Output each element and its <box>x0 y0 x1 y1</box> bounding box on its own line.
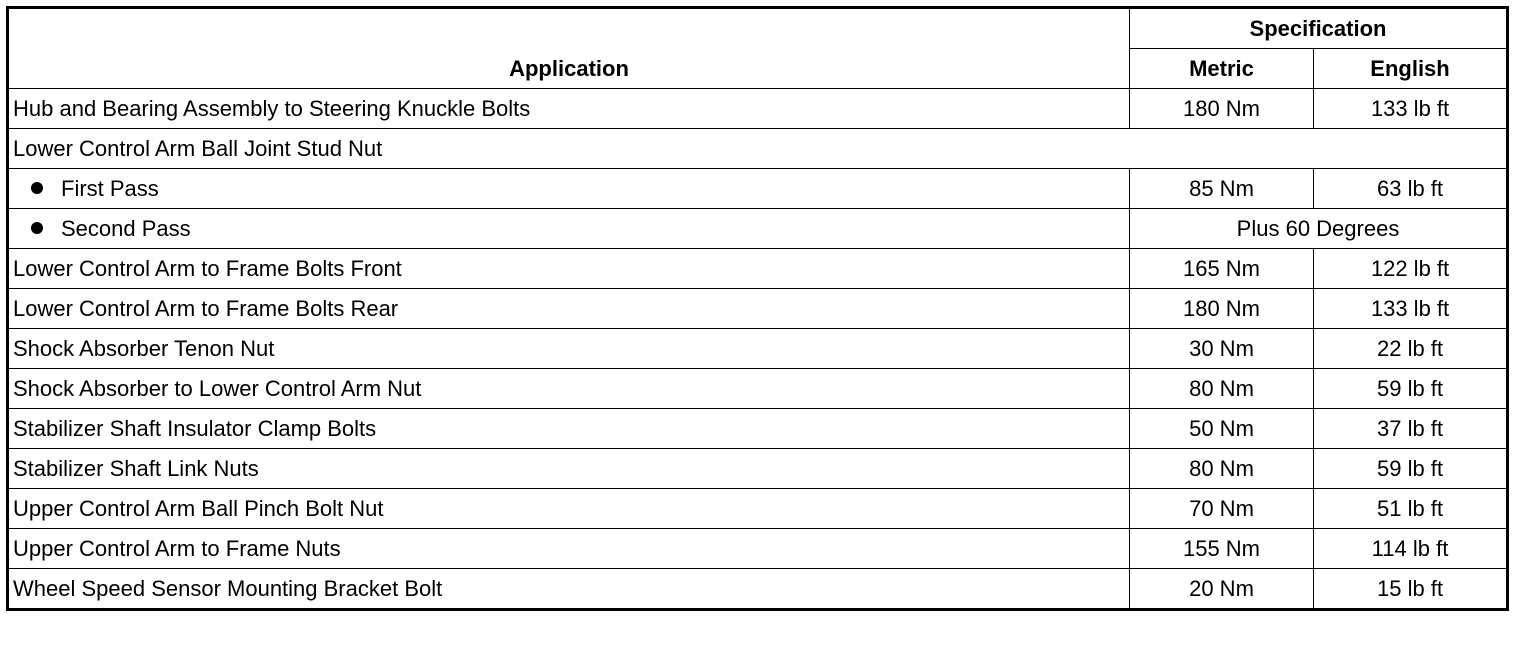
english-cell: 22 lb ft <box>1314 329 1508 369</box>
application-cell: Shock Absorber to Lower Control Arm Nut <box>8 369 1130 409</box>
application-cell <box>8 169 1130 209</box>
table-row <box>8 209 1508 249</box>
metric-cell: 20 Nm <box>1130 569 1314 610</box>
english-cell: 63 lb ft <box>1314 169 1508 209</box>
torque-specification-table <box>6 6 1509 611</box>
application-cell: Stabilizer Shaft Link Nuts <box>8 449 1130 489</box>
table-row <box>8 249 1508 289</box>
application-header: Application <box>8 8 1130 89</box>
table-row <box>8 289 1508 329</box>
table-row <box>8 329 1508 369</box>
english-cell: 59 lb ft <box>1314 449 1508 489</box>
table-row <box>8 409 1508 449</box>
table-row <box>8 569 1508 610</box>
metric-cell: 85 Nm <box>1130 169 1314 209</box>
english-header: English <box>1314 49 1508 89</box>
english-cell: 133 lb ft <box>1314 289 1508 329</box>
metric-cell: 165 Nm <box>1130 249 1314 289</box>
application-cell: Hub and Bearing Assembly to Steering Knuckle Bolts <box>8 89 1130 129</box>
application-cell: Wheel Speed Sensor Mounting Bracket Bolt <box>8 569 1130 610</box>
metric-cell: 155 Nm <box>1130 529 1314 569</box>
english-cell: 59 lb ft <box>1314 369 1508 409</box>
specification-cell: Plus 60 Degrees <box>1130 209 1508 249</box>
application-cell: Shock Absorber Tenon Nut <box>8 329 1130 369</box>
table-row <box>8 529 1508 569</box>
header-row-top <box>8 8 1508 49</box>
application-cell: Lower Control Arm Ball Joint Stud Nut <box>8 129 1508 169</box>
table-row <box>8 449 1508 489</box>
english-cell: 51 lb ft <box>1314 489 1508 529</box>
table-row <box>8 129 1508 169</box>
english-cell: 15 lb ft <box>1314 569 1508 610</box>
metric-cell: 180 Nm <box>1130 89 1314 129</box>
metric-cell: 80 Nm <box>1130 449 1314 489</box>
table-row <box>8 369 1508 409</box>
application-label: Second Pass <box>61 216 191 241</box>
application-cell: Upper Control Arm to Frame Nuts <box>8 529 1130 569</box>
metric-cell: 70 Nm <box>1130 489 1314 529</box>
english-cell: 122 lb ft <box>1314 249 1508 289</box>
english-cell: 133 lb ft <box>1314 89 1508 129</box>
metric-cell: 50 Nm <box>1130 409 1314 449</box>
bullet-icon <box>31 222 43 234</box>
application-cell: Lower Control Arm to Frame Bolts Front <box>8 249 1130 289</box>
table-row <box>8 169 1508 209</box>
english-cell: 37 lb ft <box>1314 409 1508 449</box>
application-cell <box>8 209 1130 249</box>
metric-cell: 30 Nm <box>1130 329 1314 369</box>
application-label: First Pass <box>61 176 159 201</box>
metric-cell: 80 Nm <box>1130 369 1314 409</box>
english-cell: 114 lb ft <box>1314 529 1508 569</box>
application-cell: Stabilizer Shaft Insulator Clamp Bolts <box>8 409 1130 449</box>
table-row <box>8 489 1508 529</box>
table-row <box>8 89 1508 129</box>
bullet-icon <box>31 182 43 194</box>
metric-header: Metric <box>1130 49 1314 89</box>
specification-header: Specification <box>1130 8 1508 49</box>
application-cell: Upper Control Arm Ball Pinch Bolt Nut <box>8 489 1130 529</box>
metric-cell: 180 Nm <box>1130 289 1314 329</box>
application-cell: Lower Control Arm to Frame Bolts Rear <box>8 289 1130 329</box>
